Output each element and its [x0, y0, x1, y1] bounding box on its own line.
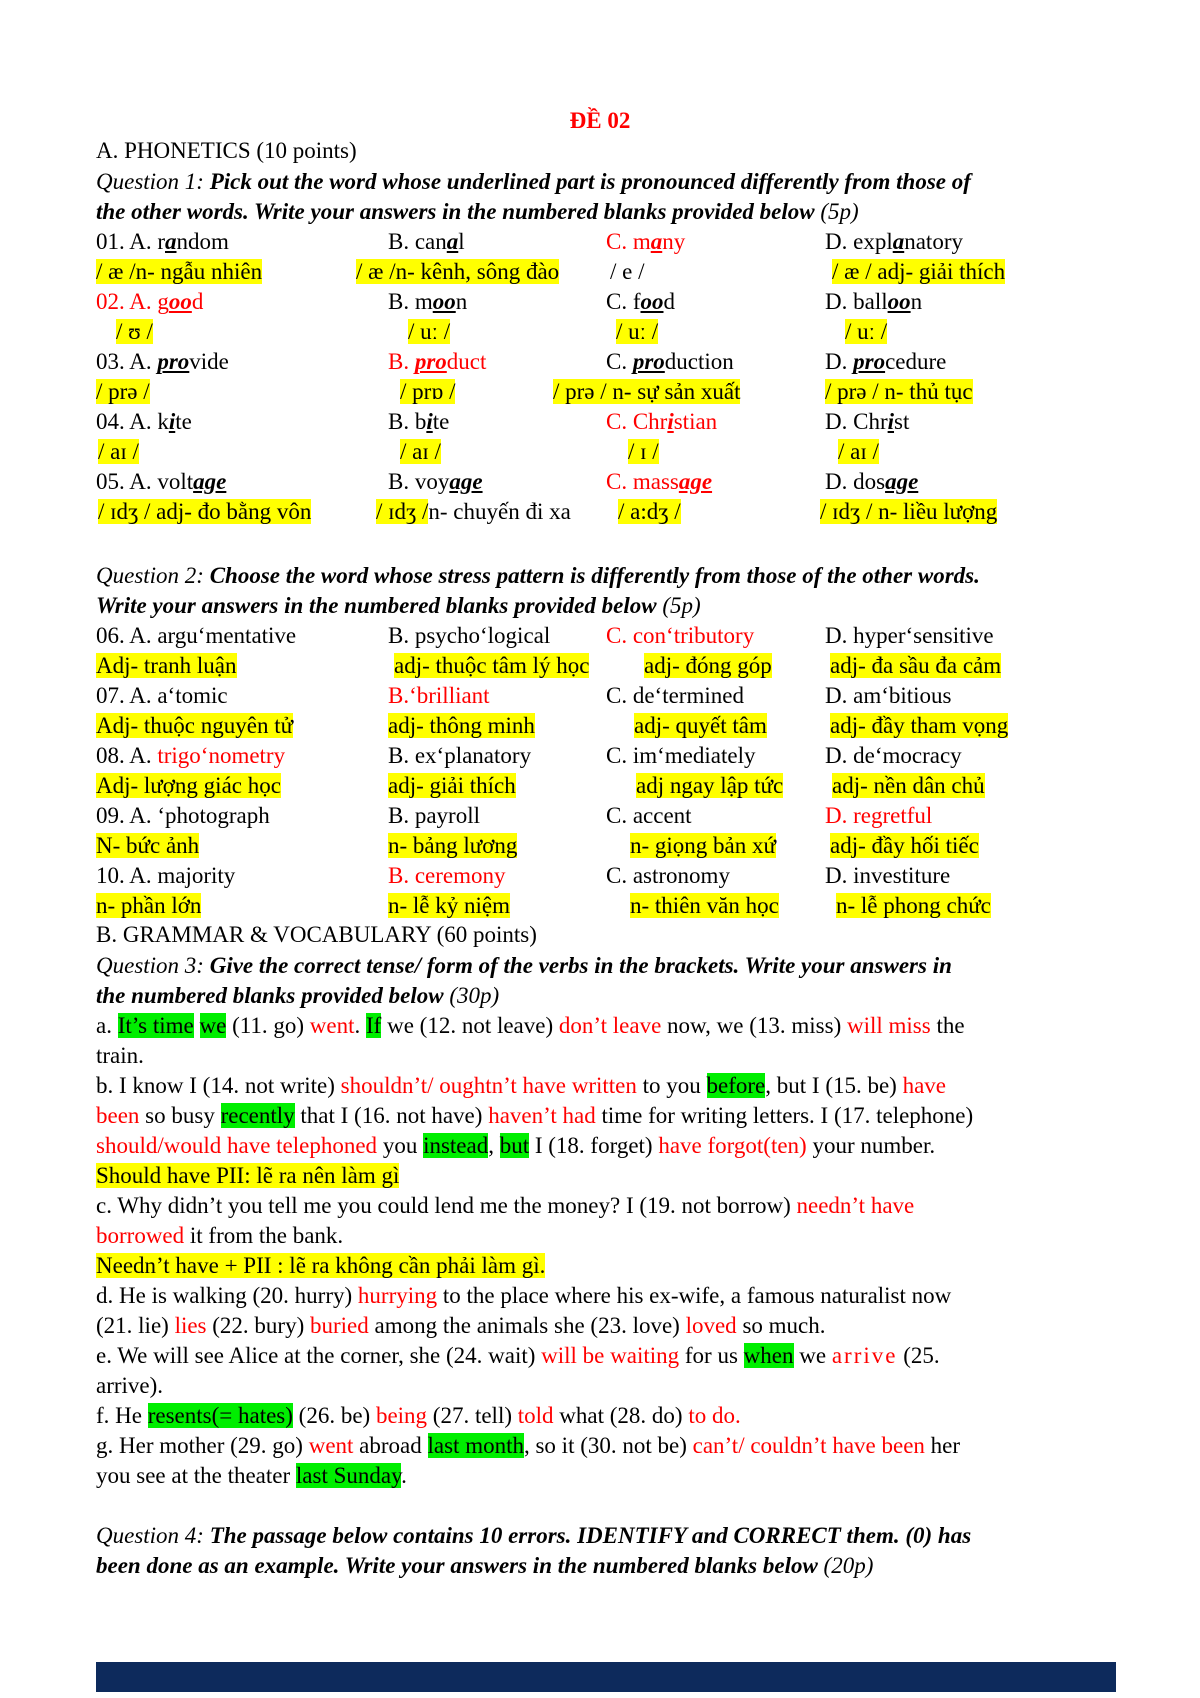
meaning-10-b: n- lễ kỷ niệm — [388, 893, 510, 918]
stress-10-a: 10. A. majority — [96, 863, 236, 888]
sentence-c-line-1: c. Why didn’t you tell me you could lend me the money? I (19. not borrow) needn’t have — [96, 1193, 915, 1218]
transcription-02-a: / ʊ / — [116, 319, 153, 344]
question-3-line-2: the numbered blanks provided below (30p) — [96, 983, 500, 1008]
meaning-08-a: Adj- lượng giác học — [96, 773, 281, 798]
question-2-line-2: Write your answers in the numbered blanks provided below (5p) — [96, 593, 701, 618]
stress-09-d: D. regretful — [825, 803, 933, 828]
sentence-c-line-2: borrowed it from the bank. — [96, 1223, 344, 1248]
sentence-e-line-1: e. We will see Alice at the corner, she (24. wait) will be waiting for us when we arrive (25. — [96, 1343, 940, 1368]
transcription-05-a: / ɪdʒ / adj- đo bằng vôn — [98, 499, 312, 524]
meaning-09-d: adj- đầy hối tiếc — [830, 833, 979, 858]
stress-08-b: B. ex‘planatory — [388, 743, 532, 768]
sentence-a-line-2: train. — [96, 1043, 144, 1068]
stress-06-d: D. hyper‘sensitive — [825, 623, 994, 648]
stress-08-a: 08. A. trigo‘nometry — [96, 743, 286, 768]
transcription-02-b: / uː / — [408, 319, 451, 344]
meaning-06-a: Adj- tranh luận — [96, 653, 237, 678]
meaning-10-d: n- lễ phong chức — [836, 893, 991, 918]
option-04-b: B. bite — [388, 409, 450, 434]
transcription-03-b: / prɒ / — [400, 379, 456, 404]
transcription-04-c: / ɪ / — [628, 439, 659, 464]
sentence-d-line-2: (21. lie) lies (22. bury) buried among the animals she (23. love) loved so much. — [96, 1313, 826, 1338]
stress-10-d: D. investiture — [825, 863, 951, 888]
transcription-05-b: / ɪdʒ /n- chuyến đi xa — [376, 499, 571, 524]
stress-06-a: 06. A. argu‘mentative — [96, 623, 297, 648]
option-05-d: D. dosage — [825, 469, 919, 494]
meaning-07-c: adj- quyết tâm — [634, 713, 767, 738]
option-02-d: D. balloon — [825, 289, 923, 314]
transcription-01-c: / e / — [610, 259, 645, 284]
option-03-c: C. production — [606, 349, 734, 374]
meaning-06-c: adj- đóng góp — [644, 653, 772, 678]
question-1-line-2: the other words. Write your answers in the numbered blanks provided below (5p) — [96, 199, 859, 224]
stress-10-c: C. astronomy — [606, 863, 730, 888]
meaning-06-d: adj- đa sầu đa cảm — [830, 653, 1002, 678]
meaning-08-c: adj ngay lập tức — [636, 773, 784, 798]
option-05-c: C. massage — [606, 469, 713, 494]
stress-07-c: C. de‘termined — [606, 683, 744, 708]
option-01-d: D. explanatory — [825, 229, 963, 254]
option-01-a: 01. A. random — [96, 229, 229, 254]
stress-08-d: D. de‘mocracy — [825, 743, 962, 768]
sentence-g-line-2: you see at the theater last Sunday. — [96, 1463, 407, 1488]
meaning-09-b: n- bảng lương — [388, 833, 518, 858]
meaning-08-d: adj- nền dân chủ — [832, 773, 985, 798]
transcription-05-d: / ɪdʒ / n- liều lượng — [820, 499, 998, 524]
stress-08-c: C. im‘mediately — [606, 743, 756, 768]
option-05-a: 05. A. voltage — [96, 469, 227, 494]
meaning-07-b: adj- thông minh — [388, 713, 535, 738]
stress-09-a: 09. A. ‘photograph — [96, 803, 270, 828]
option-01-b: B. canal — [388, 229, 465, 254]
sentence-b-line-1: b. I know I (14. not write) shouldn’t/ oughtn’t have written to you before, but I (15. be) have — [96, 1073, 947, 1098]
stress-07-a: 07. A. a‘tomic — [96, 683, 228, 708]
sentence-c-note: Needn’t have + PII : lẽ ra không cần phải làm gì. — [96, 1253, 546, 1278]
option-02-c: C. food — [606, 289, 675, 314]
transcription-03-d: / prə / n- thủ tục — [825, 379, 973, 404]
transcription-01-d: / æ / adj- giải thích — [832, 259, 1006, 284]
question-4-line-2: been done as an example. Write your answers in the numbered blanks below (20p) — [96, 1553, 874, 1578]
stress-06-b: B. psycho‘logical — [388, 623, 551, 648]
option-03-a: 03. A. provide — [96, 349, 229, 374]
question-1-line-1: Question 1: Pick out the word whose underlined part is pronounced differently from those of — [96, 169, 971, 194]
meaning-06-b: adj- thuộc tâm lý học — [394, 653, 590, 678]
sentence-g-line-1: g. Her mother (29. go) went abroad last month, so it (30. not be) can’t/ couldn’t have been her — [96, 1433, 961, 1458]
stress-06-c: C. con‘tributory — [606, 623, 755, 648]
stress-09-b: B. payroll — [388, 803, 480, 828]
transcription-05-c: / a:dʒ / — [618, 499, 681, 524]
option-04-c: C. Christian — [606, 409, 718, 434]
transcription-03-c: / prə / n- sự sản xuất — [553, 379, 741, 404]
section-b-heading: B. GRAMMAR & VOCABULARY (60 points) — [96, 922, 537, 947]
stress-07-b: B.‘brilliant — [388, 683, 490, 708]
question-3-line-1: Question 3: Give the correct tense/ form of the verbs in the brackets. Write your answers in — [96, 953, 952, 978]
option-02-a: 02. A. good — [96, 289, 204, 314]
sentence-d-line-1: d. He is walking (20. hurry) hurrying to the place where his ex-wife, a famous naturalist now — [96, 1283, 952, 1308]
option-03-b: B. product — [388, 349, 487, 374]
option-03-d: D. procedure — [825, 349, 947, 374]
transcription-04-b: / aɪ / — [400, 439, 441, 464]
meaning-09-c: n- giọng bản xứ — [630, 833, 776, 858]
sentence-f: f. He resents(= hates) (26. be) being (27. tell) told what (28. do) to do. — [96, 1403, 741, 1428]
meaning-07-d: adj- đầy tham vọng — [830, 713, 1009, 738]
sentence-a-line-1: a. It’s time we (11. go) went. If we (12. not leave) don’t leave now, we (13. miss) will miss the — [96, 1013, 965, 1038]
question-2-line-1: Question 2: Choose the word whose stress pattern is differently from those of the other words. — [96, 563, 980, 588]
meaning-08-b: adj- giải thích — [388, 773, 516, 798]
footer-bar — [96, 1662, 1116, 1692]
transcription-03-a: / prə / — [96, 379, 150, 404]
meaning-10-a: n- phần lớn — [96, 893, 202, 918]
meaning-07-a: Adj- thuộc nguyên tử — [96, 713, 294, 738]
option-04-a: 04. A. kite — [96, 409, 192, 434]
transcription-04-a: / aɪ / — [98, 439, 139, 464]
stress-07-d: D. am‘bitious — [825, 683, 952, 708]
transcription-02-c: / uː / — [616, 319, 659, 344]
sentence-b-line-3: should/would have telephoned you instead, but I (18. forget) have forgot(ten) your number. — [96, 1133, 936, 1158]
option-02-b: B. moon — [388, 289, 468, 314]
section-a-heading: A. PHONETICS (10 points) — [96, 138, 357, 163]
meaning-10-c: n- thiên văn học — [630, 893, 779, 918]
transcription-01-b: / æ /n- kênh, sông đào — [356, 259, 560, 284]
sentence-e-line-2: arrive). — [96, 1373, 164, 1398]
meaning-09-a: N- bức ảnh — [96, 833, 200, 858]
option-05-b: B. voyage — [388, 469, 483, 494]
sentence-b-line-2: been so busy recently that I (16. not have) haven’t had time for writing letters. I (17. telephone) — [96, 1103, 974, 1128]
question-4-line-1: Question 4: The passage below contains 10 errors. IDENTIFY and CORRECT them. (0) has — [96, 1523, 972, 1548]
stress-10-b: B. ceremony — [388, 863, 506, 888]
sentence-b-note: Should have PII: lẽ ra nên làm gì — [96, 1163, 400, 1188]
transcription-01-a: / æ /n- ngẫu nhiên — [96, 259, 263, 284]
stress-09-c: C. accent — [606, 803, 692, 828]
option-01-c: C. many — [606, 229, 686, 254]
transcription-04-d: / aɪ / — [838, 439, 879, 464]
option-04-d: D. Christ — [825, 409, 910, 434]
page-title: ĐỀ 02 — [569, 108, 631, 133]
transcription-02-d: / uː / — [845, 319, 888, 344]
